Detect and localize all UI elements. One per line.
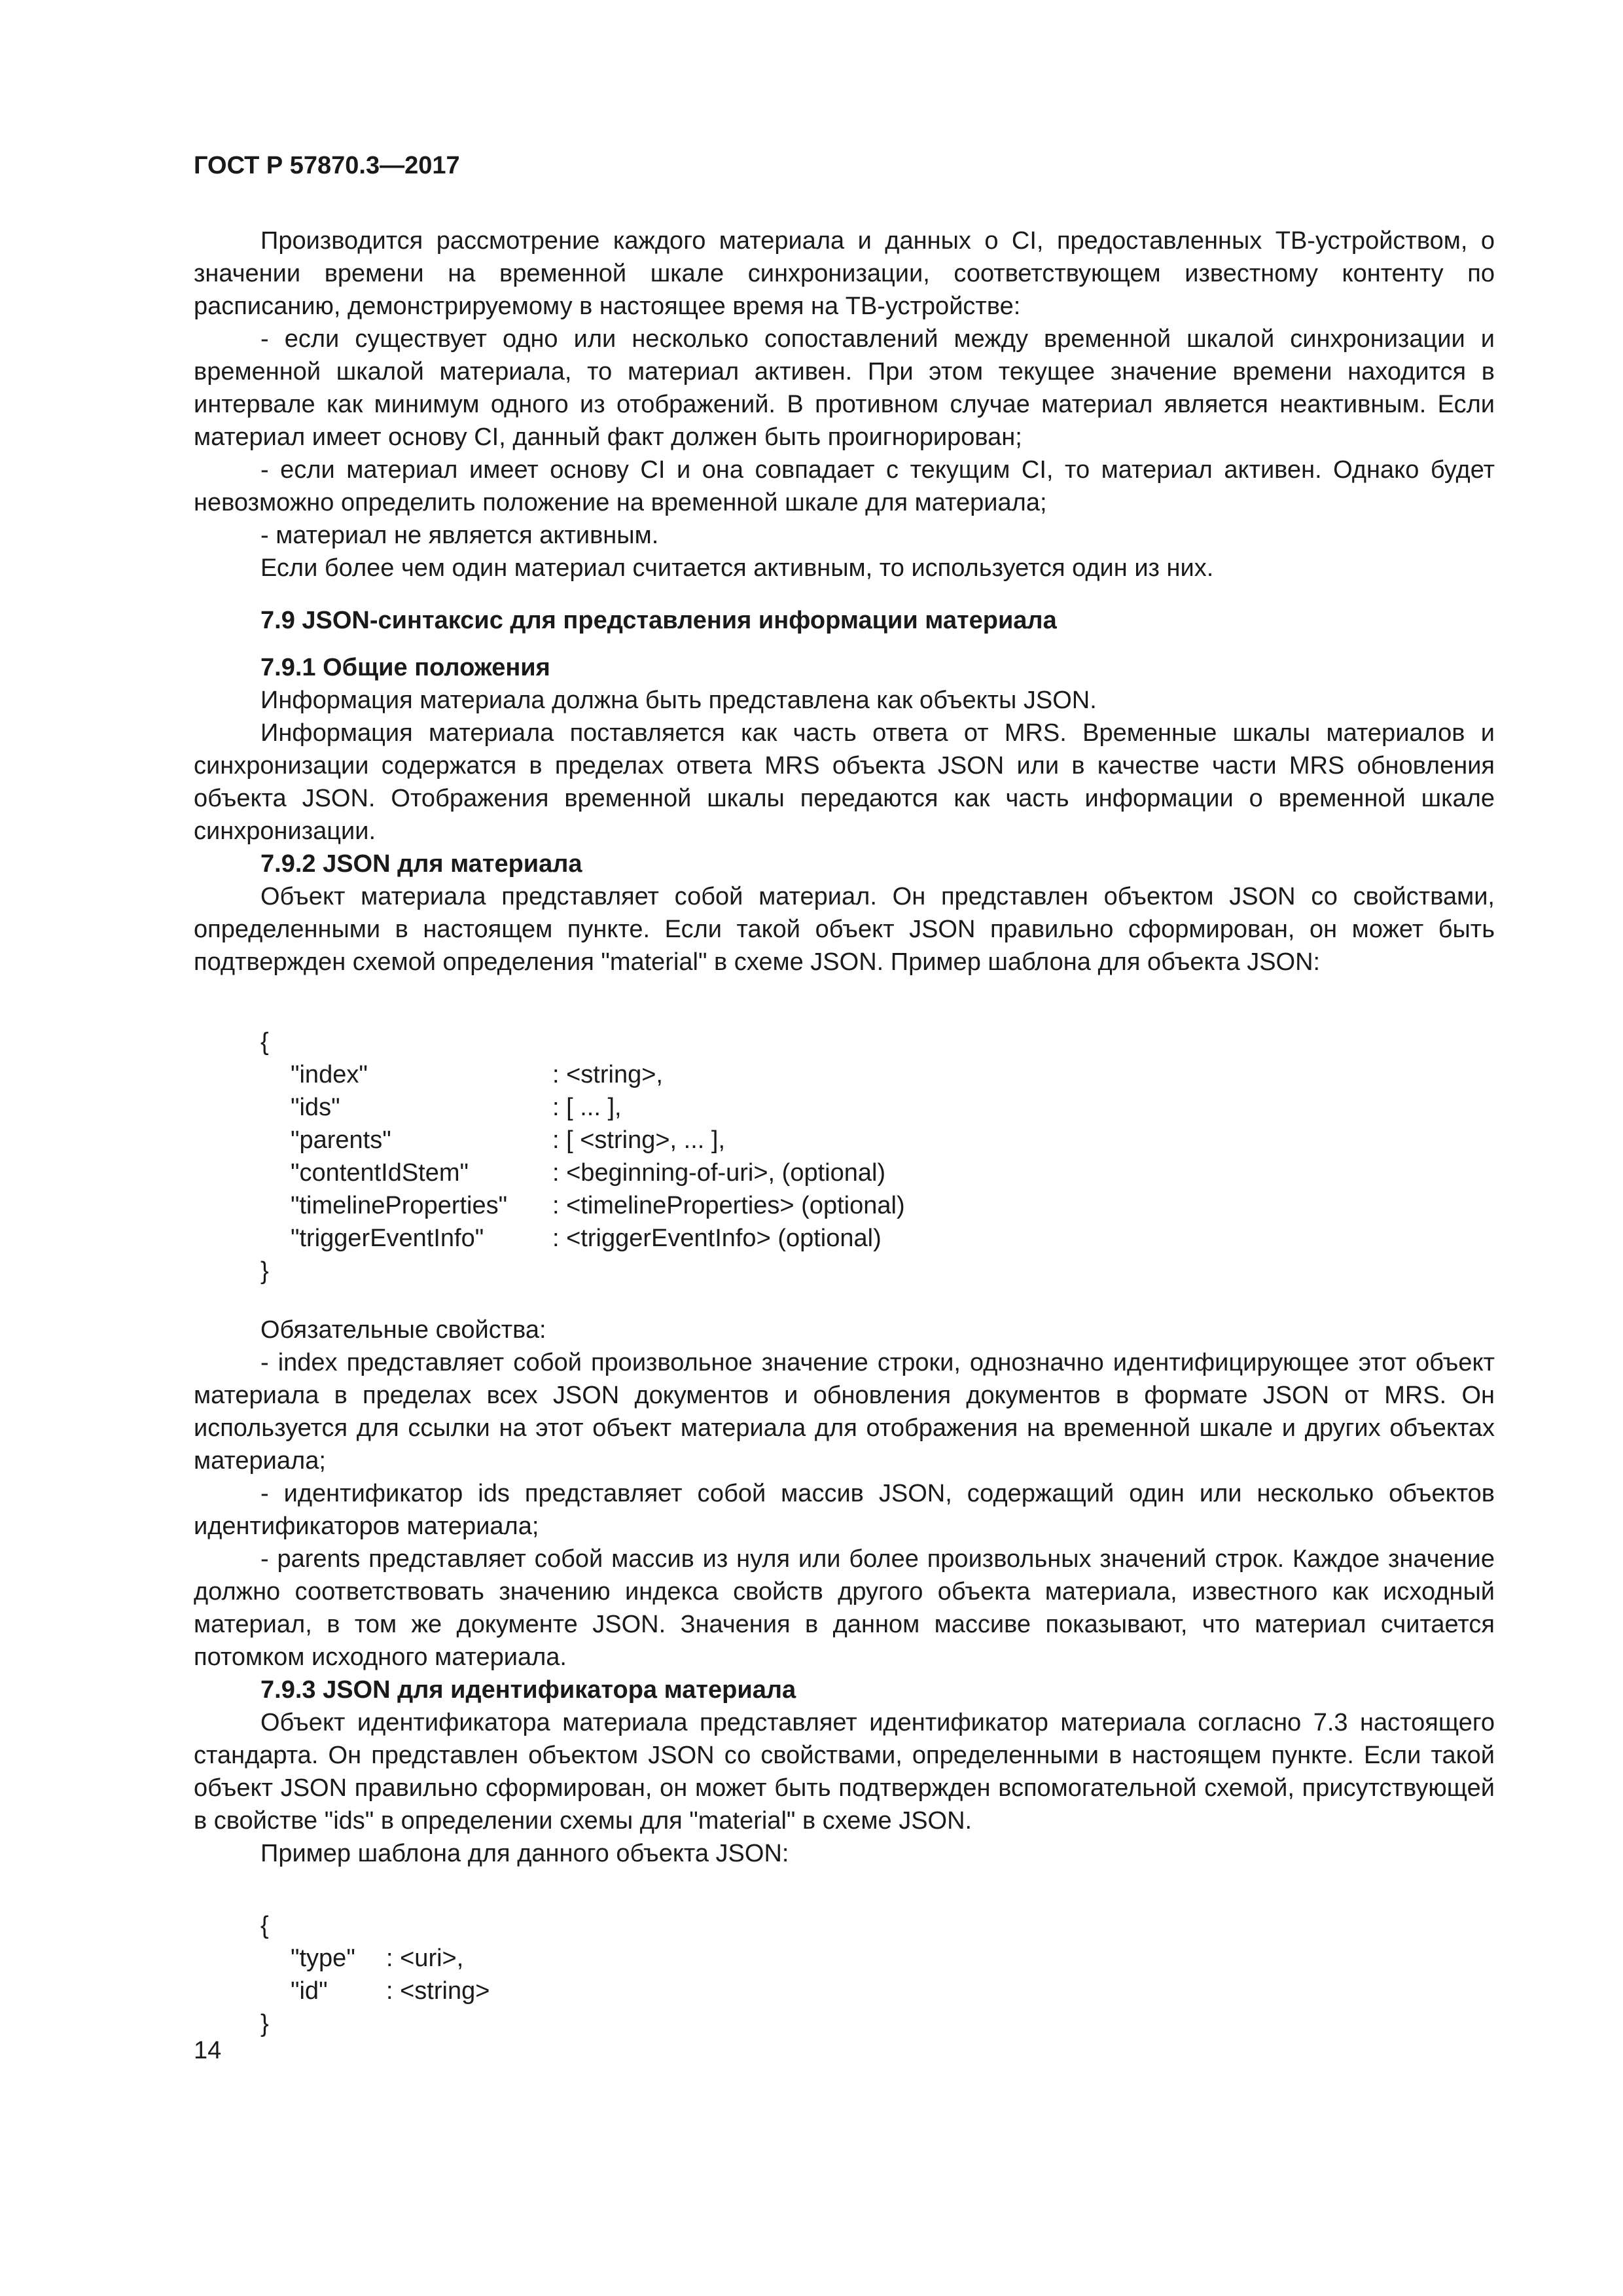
code-key: "ids": [291, 1094, 340, 1121]
code-value: : [ <string>, ... ],: [552, 1126, 725, 1154]
code-close-brace: }: [260, 2010, 269, 2037]
paragraph: Производится рассмотрение каждого материала и данных о CI, предоставленных ТВ-устройством, о значении времени на временной шкале синхронизации, соответствующем известному контенту по расписанию, демонстрируемому в настоящее время на ТВ-устройстве:: [194, 227, 1495, 320]
list-item: - материал не является активным.: [260, 522, 659, 549]
paragraph: Объект идентификатора материала представляет идентификатор материала согласно 7.3 настоящего стандарта. Он представлен объектом JSON со свойствами, определенными в настоящем пункте. Если такой объект JSON правильно сформирован, он может быть подтвержден вспомогательной схемой, присутствующей в свойстве "ids" в определении схемы для "material" в схеме JSON.: [194, 1709, 1495, 1835]
body-text: [194, 224, 1495, 2040]
code-key: "index": [291, 1061, 368, 1088]
paragraph: Информация материала поставляется как часть ответа от MRS. Временные шкалы материалов и синхронизации содержатся в пределах ответа MRS объекта JSON или в качестве части MRS обновления объекта JSON. Отображения временной шкалы передаются как часть информации о временной шкале синхронизации.: [194, 719, 1495, 845]
code-value: : <triggerEventInfo> (optional): [552, 1225, 882, 1252]
code-key: "timelineProperties": [291, 1192, 508, 1219]
code-row: [260, 1942, 1495, 1975]
code-value: : [ ... ],: [552, 1094, 622, 1121]
code-row: [260, 1189, 1495, 1222]
paragraph: Информация материала должна быть представлена как объекты JSON.: [260, 687, 1097, 714]
subsection-heading-7-9-2: 7.9.2 JSON для материала: [260, 850, 582, 878]
code-close-brace: }: [260, 1257, 269, 1285]
paragraph: Объект материала представляет собой материал. Он представлен объектом JSON со свойствами, определенными в настоящем пункте. Если такой объект JSON правильно сформирован, он может быть подтвержден схемой определения "material" в схеме JSON. Пример шаблона для объекта JSON:: [194, 883, 1495, 976]
subsection-heading-7-9-3: 7.9.3 JSON для идентификатора материала: [260, 1676, 796, 1704]
paragraph: Обязательные свойства:: [260, 1316, 546, 1344]
code-key: "id": [291, 1977, 328, 2005]
paragraph: Если более чем один материал считается активным, то используется один из них.: [260, 554, 1214, 582]
list-item: - идентификатор ids представляет собой массив JSON, содержащий один или несколько объектов идентификаторов материала;: [194, 1480, 1495, 1540]
json-template-material-identifier: [260, 1909, 1495, 2040]
code-key: "parents": [291, 1126, 391, 1154]
code-value: : <uri>,: [386, 1945, 464, 1972]
list-item: - parents представляет собой массив из нуля или более произвольных значений строк. Каждое значение должно соответствовать значению индекса свойств другого объекта материала, известного как исходный материал, в том же документе JSON. Значения в данном массиве показывают, что материал считается потомком исходного материала.: [194, 1545, 1495, 1671]
code-row: [260, 1091, 1495, 1124]
code-row: [260, 1222, 1495, 1255]
code-row: [260, 1975, 1495, 2007]
paragraph: Пример шаблона для данного объекта JSON:: [260, 1840, 789, 1867]
code-key: "triggerEventInfo": [291, 1225, 484, 1252]
code-value: : <string>: [386, 1977, 490, 2005]
list-item: - index представляет собой произвольное значение строки, однозначно идентифицирующее этот объект материала в пределах всех JSON документов и обновления документов в формате JSON от MRS. Он используется для ссылки на этот объект материала для отображения на временной шкале и других объектах материала;: [194, 1349, 1495, 1475]
standard-designation: ГОСТ Р 57870.3—2017: [194, 152, 460, 179]
code-value: : <string>,: [552, 1061, 663, 1088]
list-item: - если материал имеет основу CI и она совпадает с текущим CI, то материал активен. Однако будет невозможно определить положение на временной шкале для материала;: [194, 456, 1495, 516]
code-value: : <timelineProperties> (optional): [552, 1192, 905, 1219]
code-open-brace: {: [260, 1912, 269, 1939]
code-key: "contentIdStem": [291, 1159, 469, 1187]
code-row: [260, 1157, 1495, 1189]
subsection-heading-7-9-1: 7.9.1 Общие положения: [260, 654, 550, 681]
code-row: [260, 1124, 1495, 1157]
json-template-material: [260, 1026, 1495, 1287]
page-number: 14: [194, 2037, 222, 2064]
list-item: - если существует одно или несколько сопоставлений между временной шкалой синхронизации и временной шкалой материала, то материал активен. При этом текущее значение времени находится в интервале как минимум одного из отображений. В противном случае материал является неактивным. Если материал имеет основу CI, данный факт должен быть проигнорирован;: [194, 325, 1495, 451]
code-value: : <beginning-of-uri>, (optional): [552, 1159, 886, 1187]
code-open-brace: {: [260, 1028, 269, 1056]
code-row: [260, 1058, 1495, 1091]
code-key: "type": [291, 1945, 355, 1972]
section-heading-7-9: 7.9 JSON-синтаксис для представления информации материала: [260, 607, 1057, 634]
